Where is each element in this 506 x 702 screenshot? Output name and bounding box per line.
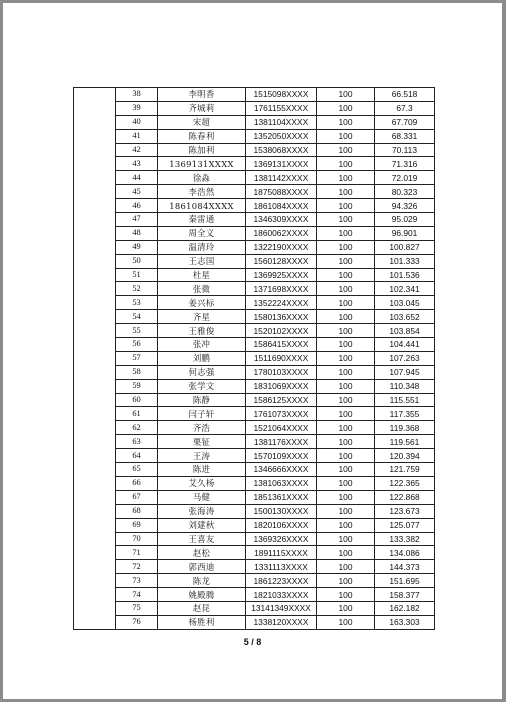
- row-number-cell: 67: [116, 490, 158, 504]
- table-row: [74, 615, 435, 629]
- merged-group-cell: [74, 88, 116, 630]
- table-row: [74, 324, 435, 338]
- phone-cell: 1861084XXXX: [246, 199, 317, 213]
- value-cell: 72.019: [375, 171, 435, 185]
- row-number-cell: 48: [116, 226, 158, 240]
- value-cell: 110.348: [375, 379, 435, 393]
- phone-cell: 1821033XXXX: [246, 588, 317, 602]
- name-cell: 艾久杨: [158, 476, 246, 490]
- row-number-cell: 54: [116, 310, 158, 324]
- value-cell: 102.341: [375, 282, 435, 296]
- phone-cell: 1860062XXXX: [246, 226, 317, 240]
- value-cell: 80.323: [375, 185, 435, 199]
- table-row: [74, 101, 435, 115]
- value-cell: 96.901: [375, 226, 435, 240]
- name-cell: 李明香: [158, 88, 246, 102]
- value-cell: 125.077: [375, 518, 435, 532]
- name-cell: 杨胜利: [158, 615, 246, 629]
- table-row: [74, 296, 435, 310]
- name-cell: 张微: [158, 282, 246, 296]
- row-number-cell: 52: [116, 282, 158, 296]
- row-number-cell: 42: [116, 143, 158, 157]
- value-cell: 122.365: [375, 476, 435, 490]
- name-cell: 姚殿腾: [158, 588, 246, 602]
- row-number-cell: 38: [116, 88, 158, 102]
- score-cell: 100: [317, 393, 375, 407]
- table-row: [74, 213, 435, 227]
- score-cell: 100: [317, 268, 375, 282]
- table-row: [74, 601, 435, 615]
- phone-cell: 1346666XXXX: [246, 463, 317, 477]
- name-cell: 何志强: [158, 365, 246, 379]
- table-body: [74, 88, 435, 630]
- phone-cell: 1500130XXXX: [246, 504, 317, 518]
- row-number-cell: 58: [116, 365, 158, 379]
- phone-cell: 1322190XXXX: [246, 240, 317, 254]
- value-cell: 67.3: [375, 101, 435, 115]
- table-row: [74, 282, 435, 296]
- name-cell: 刘建秋: [158, 518, 246, 532]
- table-row: [74, 157, 435, 171]
- row-number-cell: 70: [116, 532, 158, 546]
- table-row: [74, 185, 435, 199]
- name-cell: 1861084XXXX: [158, 199, 246, 213]
- row-number-cell: 73: [116, 574, 158, 588]
- score-cell: 100: [317, 310, 375, 324]
- score-cell: 100: [317, 490, 375, 504]
- name-cell: 王喜友: [158, 532, 246, 546]
- name-cell: 陈龙: [158, 574, 246, 588]
- phone-cell: 1346309XXXX: [246, 213, 317, 227]
- phone-cell: 1369925XXXX: [246, 268, 317, 282]
- score-cell: 100: [317, 365, 375, 379]
- name-cell: 秦雷通: [158, 213, 246, 227]
- value-cell: 68.331: [375, 129, 435, 143]
- table-row: [74, 476, 435, 490]
- name-cell: 栗钲: [158, 435, 246, 449]
- value-cell: 151.695: [375, 574, 435, 588]
- table-row: [74, 421, 435, 435]
- phone-cell: 1352224XXXX: [246, 296, 317, 310]
- value-cell: 101.536: [375, 268, 435, 282]
- table-row: [74, 435, 435, 449]
- row-number-cell: 47: [116, 213, 158, 227]
- row-number-cell: 41: [116, 129, 158, 143]
- name-cell: 马健: [158, 490, 246, 504]
- value-cell: 103.652: [375, 310, 435, 324]
- phone-cell: 1381104XXXX: [246, 115, 317, 129]
- name-cell: 陈静: [158, 393, 246, 407]
- name-cell: 姜兴标: [158, 296, 246, 310]
- value-cell: 67.709: [375, 115, 435, 129]
- value-cell: 107.945: [375, 365, 435, 379]
- name-cell: 陈进: [158, 463, 246, 477]
- table-row: [74, 407, 435, 421]
- table-row: [74, 199, 435, 213]
- row-number-cell: 53: [116, 296, 158, 310]
- phone-cell: 1560128XXXX: [246, 254, 317, 268]
- table-row: [74, 504, 435, 518]
- score-cell: 100: [317, 282, 375, 296]
- phone-cell: 1820106XXXX: [246, 518, 317, 532]
- phone-cell: 1586415XXXX: [246, 338, 317, 352]
- phone-cell: 1761073XXXX: [246, 407, 317, 421]
- score-cell: 100: [317, 296, 375, 310]
- score-cell: 100: [317, 254, 375, 268]
- name-cell: 齐城莉: [158, 101, 246, 115]
- score-cell: 100: [317, 588, 375, 602]
- phone-cell: 1761155XXXX: [246, 101, 317, 115]
- table-row: [74, 463, 435, 477]
- score-cell: 100: [317, 560, 375, 574]
- table-row: [74, 129, 435, 143]
- table-row: [74, 532, 435, 546]
- score-cell: 100: [317, 157, 375, 171]
- value-cell: 119.368: [375, 421, 435, 435]
- document-page: [3, 3, 502, 699]
- table-row: [74, 171, 435, 185]
- row-number-cell: 62: [116, 421, 158, 435]
- score-cell: 100: [317, 379, 375, 393]
- name-cell: 王涛: [158, 449, 246, 463]
- name-cell: 王雅俊: [158, 324, 246, 338]
- value-cell: 121.759: [375, 463, 435, 477]
- score-cell: 100: [317, 101, 375, 115]
- value-cell: 104.441: [375, 338, 435, 352]
- score-cell: 100: [317, 518, 375, 532]
- phone-cell: 1381142XXXX: [246, 171, 317, 185]
- phone-cell: 1861223XXXX: [246, 574, 317, 588]
- table-row: [74, 574, 435, 588]
- score-cell: 100: [317, 185, 375, 199]
- phone-cell: 1520102XXXX: [246, 324, 317, 338]
- row-number-cell: 66: [116, 476, 158, 490]
- name-cell: 齐星: [158, 310, 246, 324]
- value-cell: 101.333: [375, 254, 435, 268]
- score-cell: 100: [317, 129, 375, 143]
- name-cell: 闫子轩: [158, 407, 246, 421]
- name-cell: 陈春利: [158, 129, 246, 143]
- phone-cell: 1851361XXXX: [246, 490, 317, 504]
- name-cell: 赵昆: [158, 601, 246, 615]
- name-cell: 宋超: [158, 115, 246, 129]
- score-cell: 100: [317, 463, 375, 477]
- row-number-cell: 74: [116, 588, 158, 602]
- score-cell: 100: [317, 476, 375, 490]
- value-cell: 115.551: [375, 393, 435, 407]
- score-cell: 100: [317, 504, 375, 518]
- score-cell: 100: [317, 338, 375, 352]
- name-cell: 张冲: [158, 338, 246, 352]
- table-row: [74, 546, 435, 560]
- phone-cell: 1369326XXXX: [246, 532, 317, 546]
- table-row: [74, 310, 435, 324]
- table-row: [74, 254, 435, 268]
- phone-cell: 1580136XXXX: [246, 310, 317, 324]
- phone-cell: 1511690XXXX: [246, 351, 317, 365]
- row-number-cell: 51: [116, 268, 158, 282]
- value-cell: 103.045: [375, 296, 435, 310]
- value-cell: 123.673: [375, 504, 435, 518]
- value-cell: 66.518: [375, 88, 435, 102]
- score-cell: 100: [317, 449, 375, 463]
- table-row: [74, 393, 435, 407]
- row-number-cell: 61: [116, 407, 158, 421]
- table-row: [74, 490, 435, 504]
- row-number-cell: 44: [116, 171, 158, 185]
- name-cell: 杜星: [158, 268, 246, 282]
- row-number-cell: 69: [116, 518, 158, 532]
- row-number-cell: 39: [116, 101, 158, 115]
- name-cell: 徐淼: [158, 171, 246, 185]
- value-cell: 120.394: [375, 449, 435, 463]
- score-cell: 100: [317, 324, 375, 338]
- phone-cell: 1875088XXXX: [246, 185, 317, 199]
- value-cell: 71.316: [375, 157, 435, 171]
- phone-cell: 1831069XXXX: [246, 379, 317, 393]
- phone-cell: 1352050XXXX: [246, 129, 317, 143]
- name-cell: 李浩然: [158, 185, 246, 199]
- phone-cell: 1780103XXXX: [246, 365, 317, 379]
- row-number-cell: 72: [116, 560, 158, 574]
- value-cell: 162.182: [375, 601, 435, 615]
- row-number-cell: 76: [116, 615, 158, 629]
- value-cell: 163.303: [375, 615, 435, 629]
- row-number-cell: 45: [116, 185, 158, 199]
- table-row: [74, 88, 435, 102]
- table-row: [74, 588, 435, 602]
- row-number-cell: 43: [116, 157, 158, 171]
- value-cell: 103.854: [375, 324, 435, 338]
- row-number-cell: 68: [116, 504, 158, 518]
- phone-cell: 1891115XXXX: [246, 546, 317, 560]
- score-cell: 100: [317, 115, 375, 129]
- name-cell: 齐浩: [158, 421, 246, 435]
- score-cell: 100: [317, 421, 375, 435]
- value-cell: 144.373: [375, 560, 435, 574]
- page-number: 5 / 8: [243, 637, 262, 647]
- value-cell: 94.326: [375, 199, 435, 213]
- score-cell: 100: [317, 351, 375, 365]
- row-number-cell: 71: [116, 546, 158, 560]
- value-cell: 133.382: [375, 532, 435, 546]
- row-number-cell: 75: [116, 601, 158, 615]
- score-cell: 100: [317, 532, 375, 546]
- table-row: [74, 351, 435, 365]
- table-row: [74, 115, 435, 129]
- table-row: [74, 560, 435, 574]
- score-cell: 100: [317, 88, 375, 102]
- name-cell: 郭西迪: [158, 560, 246, 574]
- name-cell: 张学文: [158, 379, 246, 393]
- phone-cell: 13141349XXXX: [246, 601, 317, 615]
- phone-cell: 1538068XXXX: [246, 143, 317, 157]
- phone-cell: 1371698XXXX: [246, 282, 317, 296]
- table-row: [74, 240, 435, 254]
- phone-cell: 1570109XXXX: [246, 449, 317, 463]
- value-cell: 107.263: [375, 351, 435, 365]
- value-cell: 70.113: [375, 143, 435, 157]
- score-cell: 100: [317, 240, 375, 254]
- row-number-cell: 59: [116, 379, 158, 393]
- score-cell: 100: [317, 435, 375, 449]
- score-cell: 100: [317, 574, 375, 588]
- value-cell: 100.827: [375, 240, 435, 254]
- value-cell: 134.086: [375, 546, 435, 560]
- row-number-cell: 56: [116, 338, 158, 352]
- phone-cell: 1586125XXXX: [246, 393, 317, 407]
- phone-cell: 1369131XXXX: [246, 157, 317, 171]
- table-row: [74, 338, 435, 352]
- row-number-cell: 57: [116, 351, 158, 365]
- name-cell: 1369131XXXX: [158, 157, 246, 171]
- score-cell: 100: [317, 226, 375, 240]
- table-row: [74, 365, 435, 379]
- score-cell: 100: [317, 615, 375, 629]
- score-cell: 100: [317, 171, 375, 185]
- score-cell: 100: [317, 546, 375, 560]
- name-cell: 陈加利: [158, 143, 246, 157]
- phone-cell: 1381063XXXX: [246, 476, 317, 490]
- row-number-cell: 60: [116, 393, 158, 407]
- score-cell: 100: [317, 143, 375, 157]
- phone-cell: 1521064XXXX: [246, 421, 317, 435]
- name-cell: 温清玲: [158, 240, 246, 254]
- phone-cell: 1331113XXXX: [246, 560, 317, 574]
- table-row: [74, 268, 435, 282]
- row-number-cell: 40: [116, 115, 158, 129]
- row-number-cell: 64: [116, 449, 158, 463]
- row-number-cell: 46: [116, 199, 158, 213]
- table-row: [74, 226, 435, 240]
- score-cell: 100: [317, 199, 375, 213]
- value-cell: 95.029: [375, 213, 435, 227]
- table-row: [74, 143, 435, 157]
- ranking-table: [73, 87, 435, 630]
- row-number-cell: 63: [116, 435, 158, 449]
- value-cell: 158.377: [375, 588, 435, 602]
- value-cell: 122.868: [375, 490, 435, 504]
- phone-cell: 1338120XXXX: [246, 615, 317, 629]
- table-row: [74, 518, 435, 532]
- name-cell: 周全义: [158, 226, 246, 240]
- score-cell: 100: [317, 213, 375, 227]
- score-cell: 100: [317, 601, 375, 615]
- row-number-cell: 55: [116, 324, 158, 338]
- row-number-cell: 65: [116, 463, 158, 477]
- value-cell: 119.561: [375, 435, 435, 449]
- table-row: [74, 379, 435, 393]
- name-cell: 刘鹏: [158, 351, 246, 365]
- row-number-cell: 49: [116, 240, 158, 254]
- name-cell: 张海涛: [158, 504, 246, 518]
- phone-cell: 1515098XXXX: [246, 88, 317, 102]
- row-number-cell: 50: [116, 254, 158, 268]
- name-cell: 王志国: [158, 254, 246, 268]
- phone-cell: 1381176XXXX: [246, 435, 317, 449]
- score-cell: 100: [317, 407, 375, 421]
- value-cell: 117.355: [375, 407, 435, 421]
- name-cell: 赵松: [158, 546, 246, 560]
- table-row: [74, 449, 435, 463]
